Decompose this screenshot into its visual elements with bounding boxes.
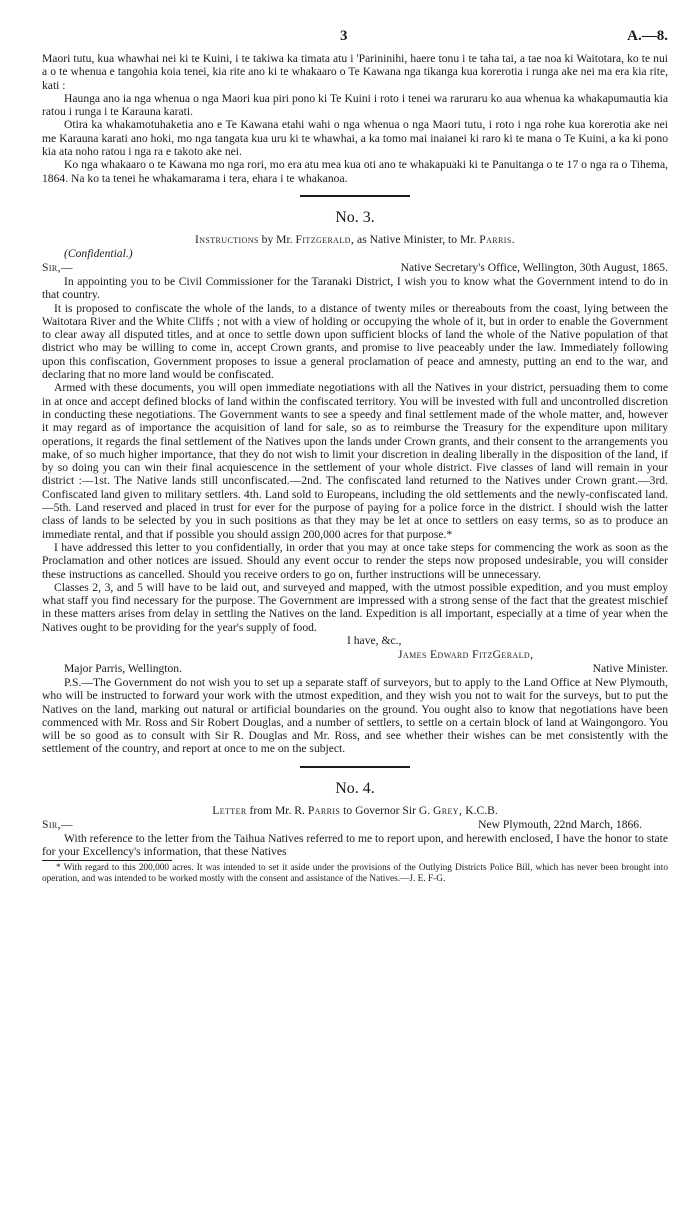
maori-text-section [42, 52, 668, 185]
maori-paragraph-2: Haunga ano ia nga whenua o nga Maori kua piri pono ki Te Kuini i roto i tenei wa raruraru ko aua whenua ka whakapumautia kia ratou i runga i te Karauna karati. [42, 91, 668, 119]
document-number: No. 4. [335, 779, 375, 797]
salutation: Sir,— [42, 260, 73, 274]
letter-paragraph: With reference to the letter from the Taihua Natives referred to me to report upon, and herewith enclosed, I have the honor to state for your Excellency's information, that these Natives [42, 831, 668, 859]
document-no-4 [42, 780, 668, 859]
salutation: Sir,— [42, 817, 73, 831]
document-number: No. 3. [335, 208, 375, 226]
page-number: 3 [340, 28, 348, 44]
letter-paragraph: It is proposed to confiscate the whole of the lands, to a distance of twenty miles or thereabouts from the coast, lying between the Waitotara River and the White Cliffs ; not with a view of holding or occupying the whole of it, but in order to enable the Government to clear away all disputed titles, and at once to settle down upon sufficient blocks of land the whole of the Native population of that district who may be willing to come in, accept Crown grants, and promise to live peaceably under the law. Immediately following upon this confiscation, Government proposes to issue a general proclamation of peace and amnesty, putting an end to the war, and declaring that no more land would be confiscated. [42, 301, 668, 382]
maori-paragraph-1: Maori tutu, kua whawhai nei ki te Kuini, i te takiwa ka timata atu i 'Parininihi, haere tonu i te taha tai, a tae noa ki Waitotara, ko te nui a o te whenua e tangohia koia tenei, kia rite ano ki te whakaaro o Te Kawana nga tikanga kua korerotia i runga ake nei ma era kia rite, kati : [42, 52, 668, 92]
salutation-line [42, 261, 668, 275]
signature-line [42, 648, 668, 662]
postscript: P.S.—The Government do not wish you to set up a separate staff of surveyors, but to apply to the Land Office at New Plymouth, who will be instructed to forward your work with the utmost expedition, and they wish you not to wait for the surveys, but to put the Natives on the land, marking out natural or artificial boundaries on the ground. You ought also to know that negotiations have been commenced with Mr. Ross and Sir Robert Douglas, and a number of settlers, to settle on a certain block of land at Waingongoro. You will be so good as to consult with Sir R. Douglas and Mr. Ross, and see whether their wishes can be met consistently with the settlement of the country, and report at once to me on the subject. [42, 675, 668, 756]
dateline: New Plymouth, 22nd March, 1866. [478, 817, 642, 831]
signatory-role: Native Minister. [592, 661, 668, 675]
document-page [42, 28, 668, 885]
maori-paragraph-3: Otira ka whakamotuhaketia ano e Te Kawana etahi wahi o nga whenua o nga Maori tutu, i roto i nga rohe kua korerotia ake nei me Karauna karati ano hoki, mo nga tangata kua uru ki te whawhai, a ka tomo mai inaianei ki raro ki te mana o Te Kuini, a ka ki pono kia ata noho ratou i nga ra e takoto ake nei. [42, 118, 668, 159]
closing-line [42, 634, 668, 648]
section-divider [300, 766, 410, 768]
dateline: Native Secretary's Office, Wellington, 30th August, 1865. [400, 260, 668, 274]
footnote-divider [42, 860, 172, 861]
salutation-line [42, 818, 668, 832]
letter-paragraph: I have addressed this letter to you confidentially, in order that you may at once take steps for commencing the work as soon as the Proclamation and other notices are issued. Should any event occur to render the steps now proposed undesirable, you will consider these instructions as cancelled. Should you receive orders to go on, further instructions will be unnecessary. [42, 540, 668, 581]
document-no-3 [42, 209, 668, 756]
document-title: Instructions by Mr. Fitzgerald, as Native Minister, to Mr. Parris. [194, 232, 515, 246]
page-header [42, 28, 668, 52]
letter-paragraph: Armed with these documents, you will open immediate negotiations with all the Natives in your district, persuading them to come in at once and accept defined blocks of land within the confiscated territory. You will be invested with full and uncontrolled discretion in conducting these negotiations. The Government wants to see a speedy and final settlement made of the whole matter, and, however it may regard as of importance the acquisition of land for sale, so as to reimburse the Treasury for the expenditure upon military operations, it regards the final settlement of the Natives upon the lands under Crown grants, and their consent to the arrangements you make, of so much higher importance, that they do not wish to limit your discretion in dealing liberally in the disposition of the land, if by so doing you can win their final acquiescence in the settlement of your whole district. Five classes of land will remain in your district :—1st. The Native lands still unconfiscated.—2nd. The confiscated land returned to the Natives under Crown grant.—3rd. Confiscated land given to military settlers. 4th. Land sold to Europeans, including the old settlements and the newly-confiscated land.—5th. Land reserved and placed in trust for ever for the purpose of paying for a police force in the district. I should wish the latter class of lands to be selected by you in such positions as that they may be let at once to settlers on easy terms, so as to produce an immediate rental, and that if possible you should assign 200,000 acres for that purpose.* [42, 381, 668, 541]
document-reference: A.—8. [627, 28, 668, 44]
document-title: Letter from Mr. R. Parris to Governor Sir G. Grey, K.C.B. [212, 803, 498, 817]
closing: I have, &c., [347, 633, 402, 647]
letter-paragraph: In appointing you to be Civil Commissioner for the Taranaki District, I wish you to know what the Government intend to do in that country. [42, 274, 668, 302]
signature: James Edward FitzGerald, [398, 647, 534, 661]
maori-paragraph-4: Ko nga whakaaro o te Kawana mo nga rori, mo era atu mea kua oti ano te whakapuaki ki te Panuitanga o te 17 o nga ra o Tihema, 1864. Na ko ta tenei he whakamarama i tera, ehara i te whakanoa. [42, 158, 668, 185]
letter-paragraph: Classes 2, 3, and 5 will have to be laid out, and surveyed and mapped, with the utmost possible expedition, and you must employ what staff you find necessary for the purpose. The Government are impressed with a strong sense of the fact that the greatest mischief in these matters arises from delay in settling the Natives on the land. Expedition is all important, especially at a time of year when the Natives ought to be providing for the year's supply of food. [42, 580, 668, 634]
addressee: Major Parris, Wellington. [64, 661, 182, 675]
addressee-line [42, 662, 668, 676]
footnote: * With regard to this 200,000 acres. It was intended to set it aside under the provisions of the Outlying Districts Police Bill, which has never been brought into operation, and was intended to be worked mostly with the consent and assistance of the Natives.—J. E. F-G. [42, 863, 668, 885]
confidential-note: (Confidential.) [64, 246, 133, 260]
section-divider [300, 195, 410, 197]
